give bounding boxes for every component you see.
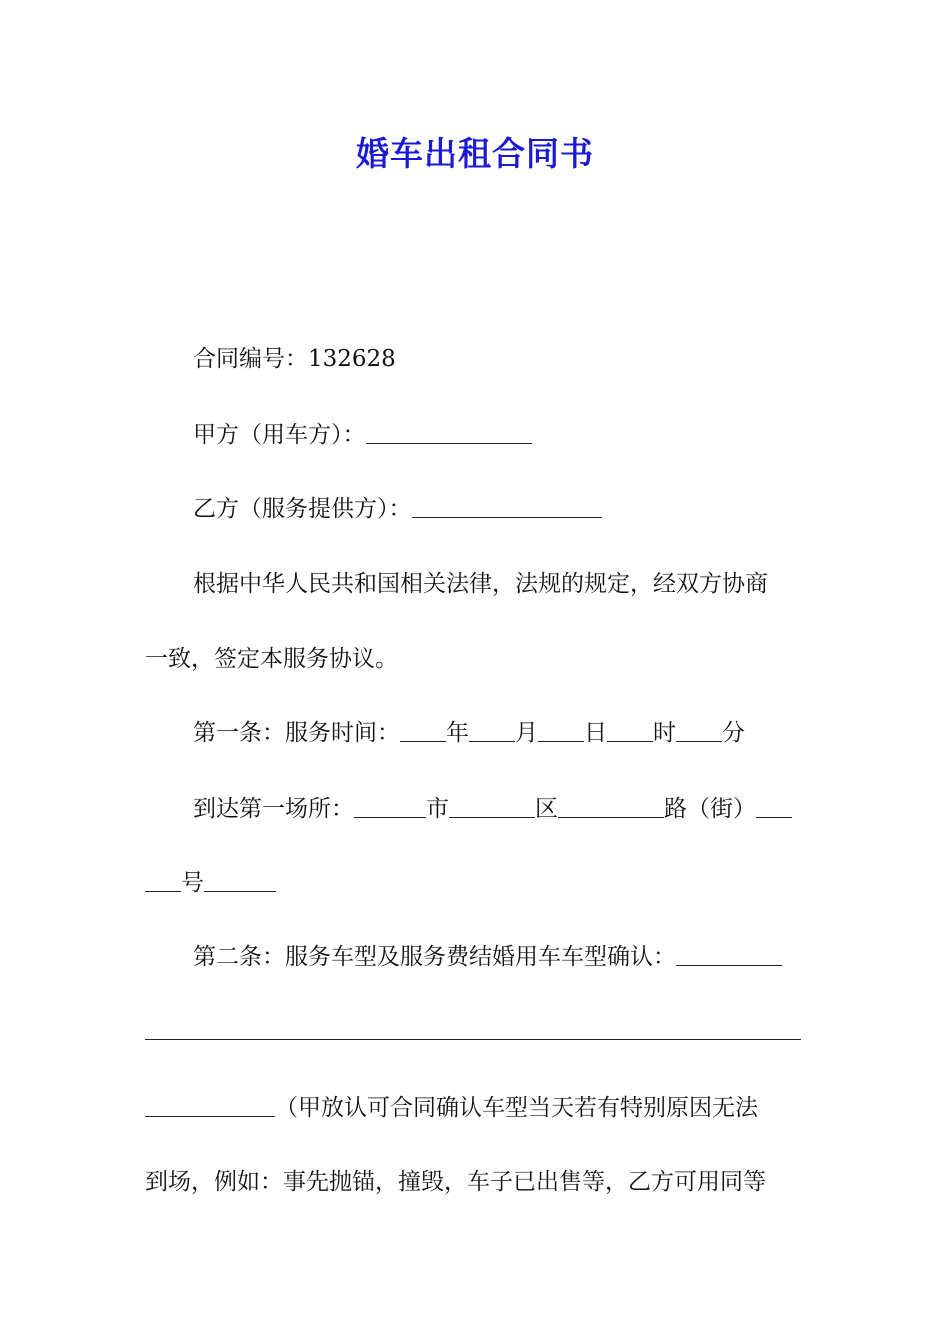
city-unit: 市 [426,796,449,822]
article-1-label: 第一条：服务时间： [193,720,400,746]
arrival-line-cont [145,868,810,898]
district-unit: 区 [535,796,558,822]
article-2-line [193,942,810,972]
day-unit: 日 [584,720,607,746]
party-b-line [193,494,810,524]
year-blank[interactable] [400,719,446,742]
road-unit: 路（街） [664,796,756,822]
contract-number-line [193,344,810,374]
arrival-line [193,794,810,824]
car-model-blank-2[interactable] [145,1017,801,1040]
article-1-line [193,718,810,748]
day-blank[interactable] [538,719,584,742]
party-a-line [193,420,810,450]
preamble-line-2: 一致，签定本服务协议。 [145,646,398,672]
minute-blank[interactable] [676,719,722,742]
month-blank[interactable] [469,719,515,742]
city-blank[interactable] [354,795,426,818]
article-2-cont-1: （甲放认可合同确认车型当天若有特别原因无法 [275,1095,758,1121]
minute-unit: 分 [722,720,745,746]
preamble-line-1: 根据中华人民共和国相关法律，法规的规定，经双方协商 [193,571,768,597]
article-2-text: 第二条：服务车型及服务费结婚用车车型确认： [193,944,676,970]
party-a-label: 甲方（用车方）： [193,422,366,448]
district-blank[interactable] [449,795,535,818]
street-number-blank-part-1[interactable] [756,795,792,818]
year-unit: 年 [446,720,469,746]
article-2-cont-line-2: 到场，例如：事先抛锚，撞毁，车子已出售等，乙方可用同等 [145,1169,766,1195]
contract-number-value: 132628 [308,346,396,372]
hour-unit: 时 [653,720,676,746]
article-2-cont-line-1 [145,1093,810,1123]
number-extra-blank[interactable] [204,869,276,892]
party-a-blank[interactable] [366,421,532,444]
car-model-full-line [145,1016,810,1046]
party-b-blank[interactable] [412,495,602,518]
street-number-blank-part-2[interactable] [145,869,181,892]
car-model-blank-3[interactable] [145,1094,275,1117]
document-title: 婚车出租合同书 [356,134,594,173]
number-unit: 号 [181,870,204,896]
arrival-label: 到达第一场所： [193,796,354,822]
hour-blank[interactable] [607,719,653,742]
contract-number-label: 合同编号： [193,346,308,372]
car-model-blank-1[interactable] [676,943,782,966]
party-b-label: 乙方（服务提供方）： [193,496,412,522]
road-blank[interactable] [558,795,664,818]
month-unit: 月 [515,720,538,746]
